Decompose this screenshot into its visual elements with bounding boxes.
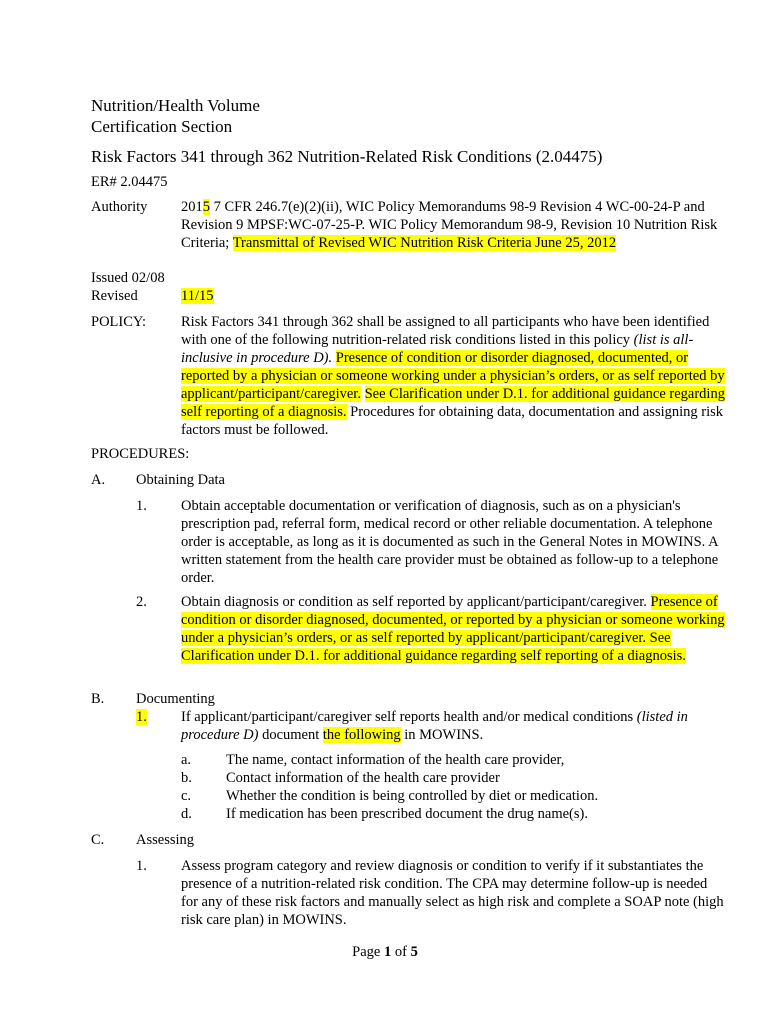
a2-text: Obtain diagnosis or condition as self reported by applicant/participant/caregiver. Presence of condition or disorder diagnosed, documented, or reported by a physician or someone working under a physician’s orders, or as self reported by applicant/participant/caregiver. See Clarification under D.1. for additional guidance regarding self reporting of a diagnosis.: [181, 594, 725, 664]
section-c-title: Assessing: [136, 832, 195, 848]
section-a-letter: A.: [91, 472, 106, 488]
er-number: ER# 2.04475: [91, 174, 168, 190]
a1-number: 1.: [136, 498, 147, 514]
list-item-text: Whether the condition is being controlled by diet or medication.: [226, 788, 599, 804]
list-item-text: Contact information of the health care provider: [226, 770, 500, 786]
section-c-letter: C.: [91, 832, 105, 848]
volume-title: Nutrition/Health Volume: [91, 96, 260, 115]
footer-page-word: Page: [352, 944, 384, 960]
list-item-text: The name, contact information of the health care provider,: [226, 752, 565, 768]
list-item-letter: a.: [181, 752, 192, 768]
b1-number: 1.: [136, 709, 147, 725]
revised-label: Revised: [91, 288, 138, 304]
section-b-title: Documenting: [136, 691, 215, 707]
page-footer: [0, 944, 770, 961]
section-b-letter: B.: [91, 691, 105, 707]
issued-date: Issued 02/08: [91, 270, 165, 286]
b1-text: If applicant/participant/caregiver self reports health and/or medical conditions (listed in procedure D) document the following in MOWINS.: [181, 709, 688, 743]
list-item-letter: c.: [181, 788, 192, 804]
policy-label: POLICY:: [91, 314, 147, 330]
list-item-text: If medication has been prescribed document the drug name(s).: [226, 806, 588, 822]
c1-number: 1.: [136, 858, 147, 874]
section-a-title: Obtaining Data: [136, 472, 225, 488]
a1-text: Obtain acceptable documentation or verification of diagnosis, such as on a physician's prescription pad, referral form, medical record or other reliable documentation. A telephone order is acceptable, as long as it is documented as such in the General Notes in MOWINS. A written statement from the health care provider must be obtained as follow-up to a telephone order.: [181, 498, 719, 586]
c1-text: Assess program category and review diagnosis or condition to verify if it substantiates the presence of a nutrition-related risk condition. The CPA may determine follow-up is needed for any of these risk factors and manually select as high risk and complete a SOAP note (high risk care plan) in MOWINS.: [181, 858, 724, 928]
authority-text: 2015 7 CFR 246.7(e)(2)(ii), WIC Policy Memorandums 98-9 Revision 4 WC-00-24-P and Revision 9 MPSF:WC-07-25-P. WIC Policy Memorandum 98-9, Revision 10 Nutrition Risk Criteria; Transmittal of Revised WIC Nutrition Risk Criteria June 25, 2012: [181, 199, 718, 251]
procedures-heading: PROCEDURES:: [91, 446, 190, 462]
footer-of-word: of: [391, 944, 411, 960]
section-title: Certification Section: [91, 117, 233, 136]
footer-page-total: 5: [410, 944, 418, 960]
a2-number: 2.: [136, 594, 147, 610]
revised-date: 11/15: [181, 288, 214, 304]
footer-page-number: 1: [383, 944, 392, 960]
policy-text: Risk Factors 341 through 362 shall be assigned to all participants who have been identified with one of the following nutrition-related risk conditions listed in this policy (list is all-inclusive in procedure D). Presence of condition or disorder diagnosed, documented, or reported by a physician or someone working under a physician’s orders, or as self reported by applicant/participant/caregiver. See Clarification under D.1. for additional guidance regarding self reporting of a diagnosis. Procedures for obtaining data, documentation and assigning risk factors must be followed.: [181, 314, 725, 438]
list-item-letter: d.: [181, 806, 192, 822]
list-item-letter: b.: [181, 770, 192, 786]
authority-label: Authority: [91, 199, 148, 215]
page-title: Risk Factors 341 through 362 Nutrition-Related Risk Conditions (2.04475): [91, 147, 603, 166]
